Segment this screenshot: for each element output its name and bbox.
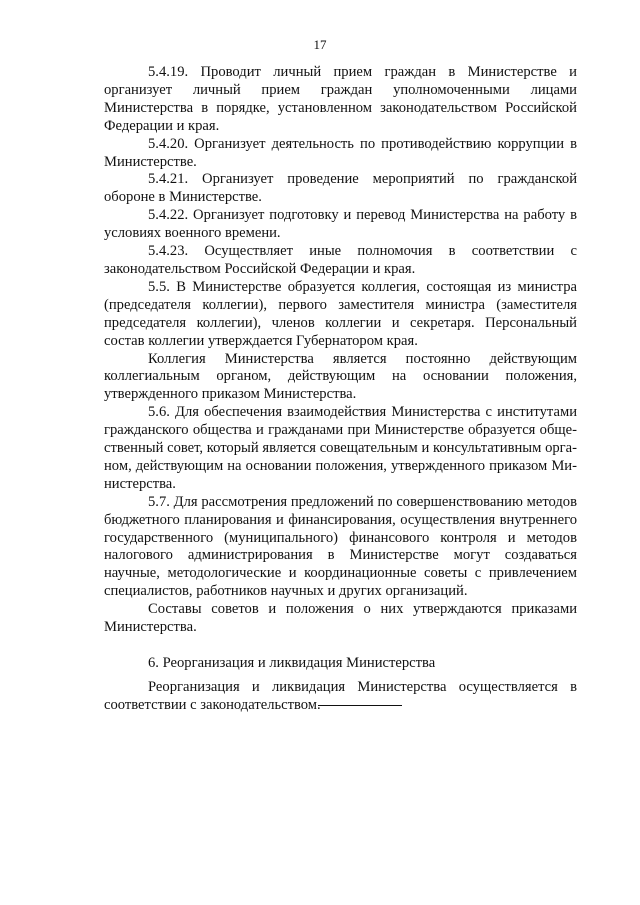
page-number: 17	[313, 37, 327, 52]
paragraph-5-4-22: 5.4.22. Организует подготовку и перевод Министерства на работу в условиях военного времени.	[104, 207, 577, 242]
paragraph-5-4-23: 5.4.23. Осуществляет иные полномочия в соответствии с законодательством Российской Федерации и края.	[104, 243, 577, 277]
paragraph-councils: Составы советов и положения о них утверждаются приказами Министерства.	[104, 601, 577, 636]
paragraph-collegium: Коллегия Министерства является постоянно действующим коллегиальным органом, действующим на основании положения, утвержденного приказом Министерства.	[104, 350, 577, 403]
end-divider-line	[318, 705, 402, 706]
section-heading: 6. Реорганизация и ликвидация Министерства	[148, 655, 436, 671]
paragraph-5-5: 5.5. В Министерстве образуется коллегия, состоящая из министра (председателя коллегии), первого заместителя министра (заместителя председателя коллегии), членов коллегии и секретаря. Персональный состав коллегии утверждается Губернатором края.	[104, 278, 577, 349]
paragraph-5-4-19: 5.4.19. Проводит личный прием граждан в Министерстве и организует личный прием граждан уполномоченными лицами Министерства в порядке, установленном законодательством Российской Федерации и края.	[104, 64, 577, 134]
paragraph-5-4-20: 5.4.20. Организует деятельность по противодействию коррупции в Министерстве.	[104, 135, 577, 170]
section-paragraph: Реорганизация и ликвидация Министерства осуществляется в соответствии с законодательством.	[104, 678, 577, 713]
paragraph-5-4-21: 5.4.21. Организует проведение мероприятий по гражданской обороне в Министерстве.	[104, 171, 577, 206]
paragraph-5-7: 5.7. Для рассмотрения предложений по совершенствованию методов бюджетного планирования и финансирования, осуществления внутреннего государственного (муниципального) финансового контроля и методов налогового администрирования в Министерстве могут создаваться научные, методологические и координационные советы с привлечением специалистов, работников научных и других организаций.	[104, 493, 577, 600]
paragraph-5-6: 5.6. Для обеспечения взаимодействия Министерства с институтами гражданского общества и гражданами при Министерстве образуется общественный совет, который является совещательным и консультативным органом, действующим на основании положения, утвержденного приказом Министерства.	[104, 404, 577, 492]
document-body	[104, 64, 577, 715]
